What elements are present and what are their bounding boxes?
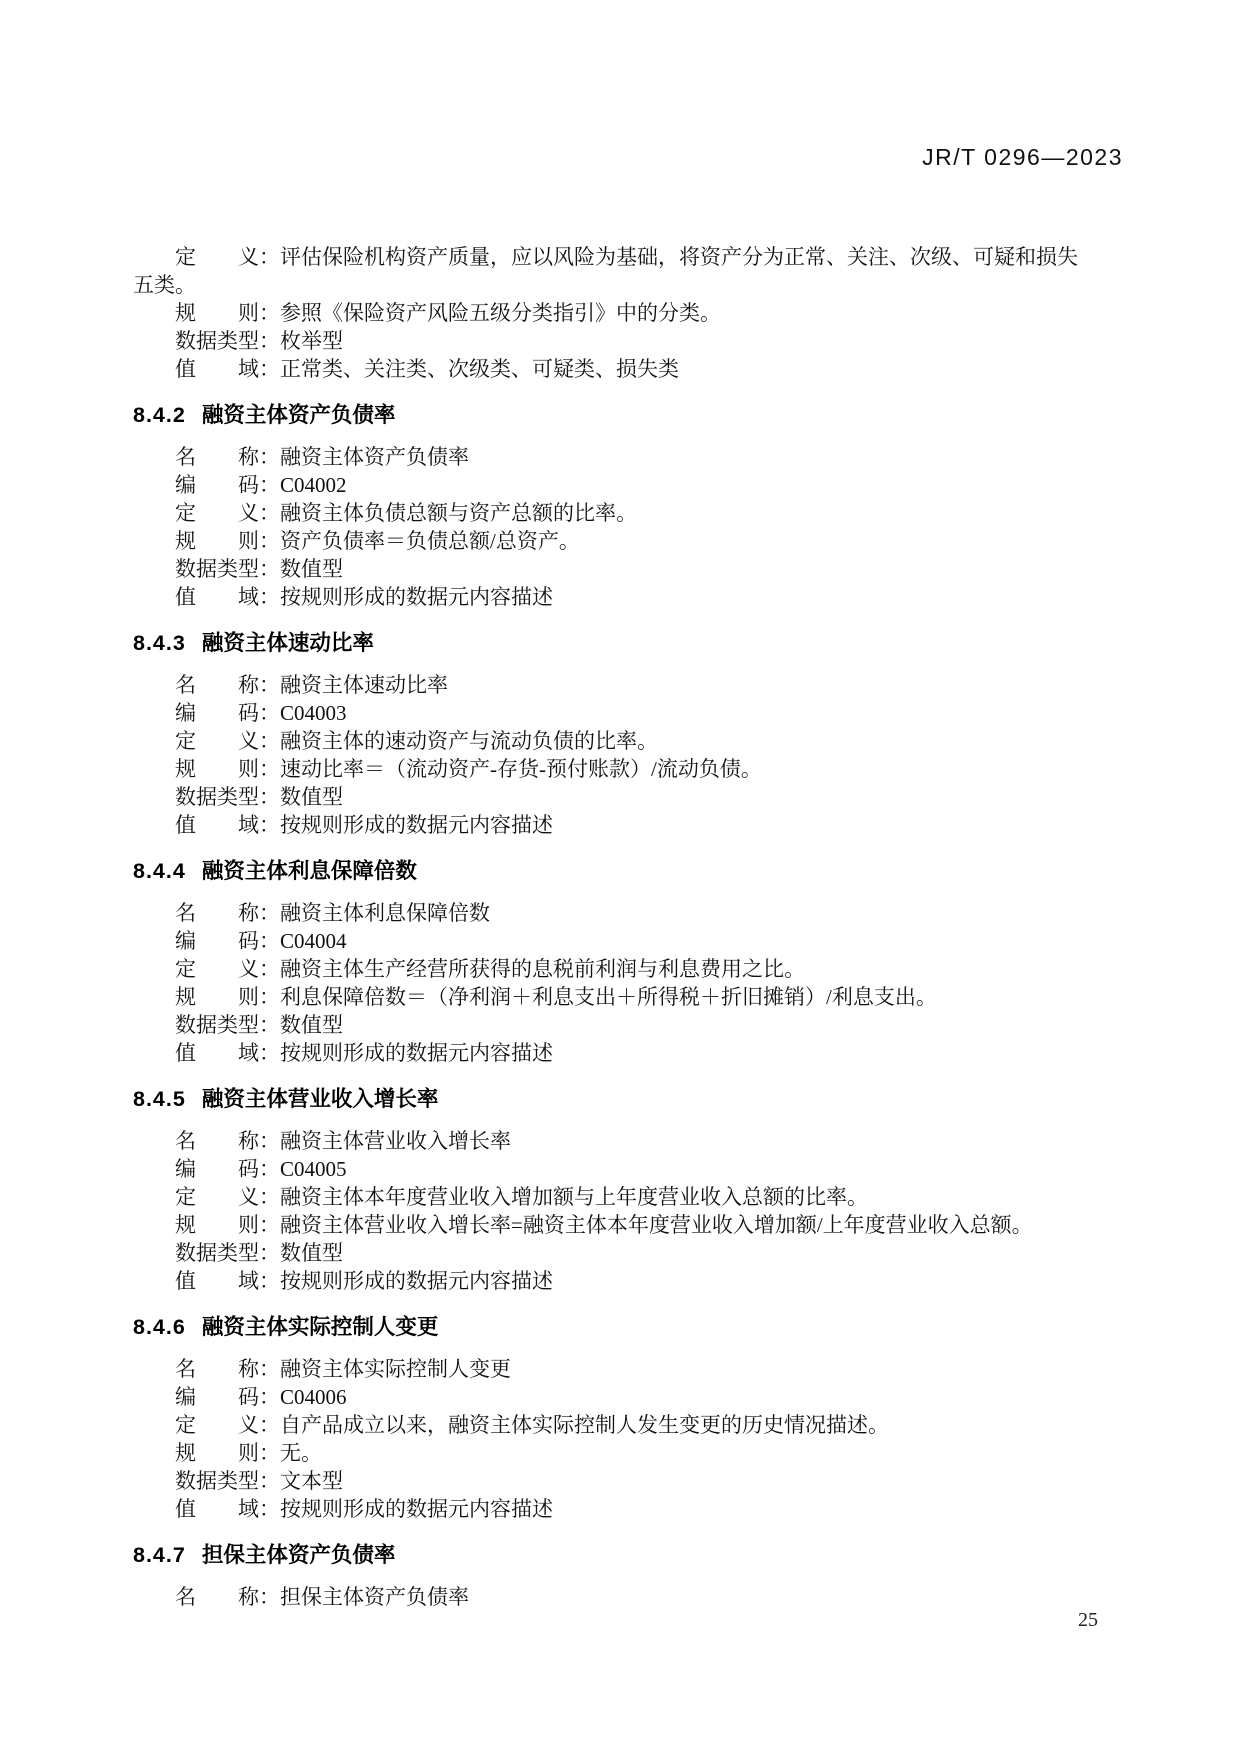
data-element-row — [133, 1211, 1093, 1239]
field-label: 名 称： — [175, 1357, 280, 1381]
data-element-row — [133, 471, 1093, 499]
field-value: 融资主体速动比率 — [280, 673, 448, 697]
field-value: C04005 — [280, 1157, 347, 1181]
data-element-row — [133, 1183, 1093, 1211]
data-element-row — [133, 1583, 1093, 1611]
field-value: 按规则形成的数据元内容描述 — [280, 813, 553, 837]
field-value: 参照《保险资产风险五级分类指引》中的分类。 — [280, 301, 721, 325]
field-label: 数据类型： — [175, 1013, 280, 1037]
field-label: 值 域： — [175, 1041, 280, 1065]
field-label: 值 域： — [175, 1269, 280, 1293]
field-label: 编 码： — [175, 1157, 280, 1181]
field-value: 数值型 — [280, 1241, 343, 1265]
section-number: 8.4.4 — [133, 859, 186, 883]
field-label: 数据类型： — [175, 557, 280, 581]
section-title: 融资主体利息保障倍数 — [201, 859, 417, 883]
field-value: 评估保险机构资产质量，应以风险为基础，将资产分为正常、关注、次级、可疑和损失五类。 — [133, 245, 1078, 297]
field-label: 规 则： — [175, 1441, 280, 1465]
data-element-row — [133, 899, 1093, 927]
data-element-row — [133, 555, 1093, 583]
section-heading — [133, 401, 1093, 429]
field-label: 编 码： — [175, 701, 280, 725]
data-element-row — [133, 755, 1093, 783]
field-value: 按规则形成的数据元内容描述 — [280, 1497, 553, 1521]
data-element-row — [133, 1011, 1093, 1039]
data-element-row — [133, 727, 1093, 755]
field-label: 编 码： — [175, 473, 280, 497]
section-title: 融资主体资产负债率 — [201, 403, 396, 427]
field-value: C04003 — [280, 701, 347, 725]
page-number: 25 — [1078, 1609, 1098, 1631]
data-element-row — [133, 955, 1093, 983]
section-number: 8.4.3 — [133, 631, 186, 655]
section-rows — [133, 1127, 1093, 1295]
field-label: 值 域： — [175, 357, 280, 381]
section-title: 融资主体实际控制人变更 — [201, 1315, 439, 1339]
section-rows — [133, 443, 1093, 611]
field-value: 融资主体利息保障倍数 — [280, 901, 490, 925]
data-element-row — [133, 1355, 1093, 1383]
section-number: 8.4.5 — [133, 1087, 186, 1111]
data-element-row — [133, 1267, 1093, 1295]
sections-container — [133, 401, 1093, 1611]
data-element-row — [133, 583, 1093, 611]
field-value: 自产品成立以来，融资主体实际控制人发生变更的历史情况描述。 — [280, 1413, 889, 1437]
field-value: 数值型 — [280, 785, 343, 809]
field-value: 融资主体的速动资产与流动负债的比率。 — [280, 729, 658, 753]
section-title: 融资主体速动比率 — [201, 631, 374, 655]
field-value: C04004 — [280, 929, 347, 953]
data-element-row — [133, 327, 1093, 355]
field-label: 编 码： — [175, 1385, 280, 1409]
field-label: 名 称： — [175, 1129, 280, 1153]
data-element-row — [133, 1411, 1093, 1439]
field-label: 定 义： — [175, 501, 280, 525]
field-value: 融资主体本年度营业收入增加额与上年度营业收入总额的比率。 — [280, 1185, 868, 1209]
field-label: 定 义： — [175, 1185, 280, 1209]
data-element-row — [133, 1467, 1093, 1495]
data-element-row — [133, 443, 1093, 471]
field-label: 数据类型： — [175, 1469, 280, 1493]
section-heading — [133, 857, 1093, 885]
field-label: 值 域： — [175, 813, 280, 837]
section-number: 8.4.6 — [133, 1315, 186, 1339]
field-value: 融资主体资产负债率 — [280, 445, 469, 469]
data-element-row — [133, 1039, 1093, 1067]
field-value: 速动比率＝（流动资产-存货-预付账款）/流动负债。 — [280, 757, 762, 781]
section-heading — [133, 1541, 1093, 1569]
field-value: 按规则形成的数据元内容描述 — [280, 1041, 553, 1065]
section-rows — [133, 899, 1093, 1067]
data-element-row — [133, 299, 1093, 327]
field-label: 编 码： — [175, 929, 280, 953]
field-label: 规 则： — [175, 301, 280, 325]
intro-block — [133, 243, 1093, 383]
field-value: 数值型 — [280, 1013, 343, 1037]
field-label: 定 义： — [175, 957, 280, 981]
field-label: 名 称： — [175, 673, 280, 697]
field-value: C04002 — [280, 473, 347, 497]
field-label: 值 域： — [175, 1497, 280, 1521]
section-number: 8.4.7 — [133, 1543, 186, 1567]
field-label: 定 义： — [175, 245, 280, 269]
data-element-row — [133, 243, 1093, 299]
field-value: 融资主体负债总额与资产总额的比率。 — [280, 501, 637, 525]
field-label: 定 义： — [175, 729, 280, 753]
section-heading — [133, 629, 1093, 657]
field-label: 规 则： — [175, 529, 280, 553]
section-title: 融资主体营业收入增长率 — [201, 1087, 439, 1111]
document-body — [133, 243, 1093, 1611]
section-number: 8.4.2 — [133, 403, 186, 427]
data-element-row — [133, 1439, 1093, 1467]
data-element-row — [133, 699, 1093, 727]
field-value: 担保主体资产负债率 — [280, 1585, 469, 1609]
field-label: 定 义： — [175, 1413, 280, 1437]
section-rows — [133, 1583, 1093, 1611]
field-value: 文本型 — [280, 1469, 343, 1493]
field-value: 无。 — [280, 1441, 322, 1465]
field-value: 按规则形成的数据元内容描述 — [280, 1269, 553, 1293]
section-rows — [133, 671, 1093, 839]
field-value: C04006 — [280, 1385, 347, 1409]
section-heading — [133, 1085, 1093, 1113]
field-value: 融资主体营业收入增长率=融资主体本年度营业收入增加额/上年度营业收入总额。 — [280, 1213, 1033, 1237]
data-element-row — [133, 1383, 1093, 1411]
field-value: 利息保障倍数＝（净利润＋利息支出＋所得税＋折旧摊销）/利息支出。 — [280, 985, 937, 1009]
field-value: 融资主体营业收入增长率 — [280, 1129, 511, 1153]
field-value: 数值型 — [280, 557, 343, 581]
section-title: 担保主体资产负债率 — [201, 1543, 396, 1567]
data-element-row — [133, 499, 1093, 527]
field-label: 规 则： — [175, 1213, 280, 1237]
field-label: 值 域： — [175, 585, 280, 609]
data-element-row — [133, 527, 1093, 555]
field-label: 名 称： — [175, 901, 280, 925]
data-element-row — [133, 983, 1093, 1011]
data-element-row — [133, 1155, 1093, 1183]
field-value: 按规则形成的数据元内容描述 — [280, 585, 553, 609]
doc-number: JR/T 0296—2023 — [922, 144, 1123, 170]
field-label: 名 称： — [175, 445, 280, 469]
field-value: 融资主体实际控制人变更 — [280, 1357, 511, 1381]
field-label: 规 则： — [175, 985, 280, 1009]
field-value: 正常类、关注类、次级类、可疑类、损失类 — [280, 357, 679, 381]
field-label: 规 则： — [175, 757, 280, 781]
field-label: 数据类型： — [175, 785, 280, 809]
field-label: 数据类型： — [175, 1241, 280, 1265]
data-element-row — [133, 1127, 1093, 1155]
field-label: 名 称： — [175, 1585, 280, 1609]
data-element-row — [133, 1495, 1093, 1523]
data-element-row — [133, 671, 1093, 699]
data-element-row — [133, 783, 1093, 811]
section-heading — [133, 1313, 1093, 1341]
field-value: 枚举型 — [280, 329, 343, 353]
data-element-row — [133, 355, 1093, 383]
field-value: 融资主体生产经营所获得的息税前利润与利息费用之比。 — [280, 957, 805, 981]
data-element-row — [133, 811, 1093, 839]
field-label: 数据类型： — [175, 329, 280, 353]
section-rows — [133, 1355, 1093, 1523]
data-element-row — [133, 927, 1093, 955]
data-element-row — [133, 1239, 1093, 1267]
field-value: 资产负债率＝负债总额/总资产。 — [280, 529, 580, 553]
